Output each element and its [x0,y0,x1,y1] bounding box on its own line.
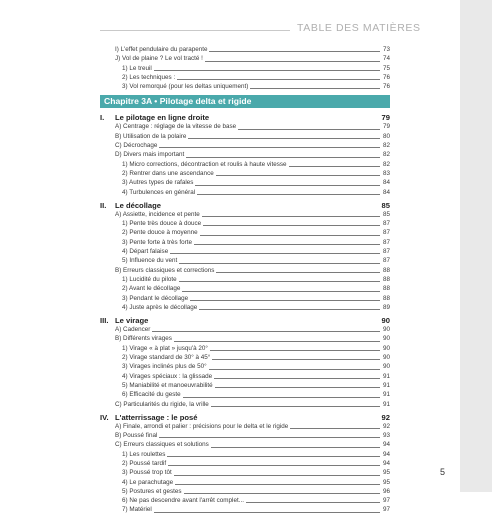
toc-entry[interactable] [100,381,390,390]
toc-entry-page: 91 [382,400,390,408]
toc-leader-line [186,157,380,158]
toc-entry[interactable] [100,344,390,353]
toc-entry-page: 96 [382,487,390,495]
toc-leader-line [183,397,380,398]
toc-entry-page: 73 [382,46,390,53]
toc-entry-page: 91 [382,381,390,389]
toc-leader-line [215,387,380,388]
toc-entry-title: C) Particularités du rigide, la vrille [115,400,209,408]
section-page: 90 [381,315,390,325]
toc-entry[interactable] [100,275,390,284]
toc-leader-line [154,512,380,513]
toc-entry-title: 5) Influence du vent [122,257,178,265]
toc-entry[interactable] [100,353,390,362]
toc-entry-page: 82 [382,160,390,168]
toc-entry-page: 85 [382,210,390,218]
toc-entry[interactable] [100,219,390,228]
toc-leader-line [174,475,380,476]
toc-leader-line [205,61,380,62]
toc-entry-page: 97 [382,497,390,505]
toc-entry-page: 87 [382,229,390,237]
toc-entry-page: 82 [382,142,390,150]
toc-entry-page: 76 [382,83,390,91]
toc-leader-line [197,194,380,195]
toc-entry[interactable] [100,459,390,468]
toc-entry-page: 90 [382,354,390,362]
toc-entry[interactable] [100,228,390,237]
toc-entry-page: 90 [382,344,390,352]
toc-entry-page: 88 [382,266,390,274]
toc-entry-page: 84 [382,179,390,187]
toc-entry-title: 3) Poussé trop tôt [122,469,172,477]
toc-entry-title: I) L'effet pendulaire du parapente [115,46,208,53]
chapter-banner[interactable]: Chapitre 3A • Pilotage delta et rigide [100,95,390,108]
toc-entry-page: 94 [382,450,390,458]
toc-entry-page: 89 [382,303,390,311]
toc-leader-line [202,216,380,217]
toc-entry[interactable] [100,478,390,487]
section-number: III. [100,315,109,325]
toc-entry[interactable] [100,440,390,449]
toc-entry[interactable] [100,400,390,409]
toc-entry[interactable] [100,294,390,303]
toc-entry-title: A) Cadencer [115,326,151,334]
toc-entry-title: 5) Postures et gestes [122,487,182,495]
toc-entry-title: A) Assiette, incidence et pente [115,210,200,218]
toc-leader-line [194,244,380,245]
toc-leader-line [159,437,380,438]
toc-entry-page: 95 [382,469,390,477]
section-title: Le pilotage en ligne droite [115,113,210,123]
toc-entry[interactable] [100,303,390,312]
section-page: 79 [381,113,390,123]
section-heading-label [100,113,211,122]
toc-entry-title: 7) Matériel [122,506,152,514]
toc-entry[interactable] [100,210,390,219]
toc-entry-page: 87 [382,220,390,228]
toc-entry[interactable] [100,468,390,477]
toc-entry[interactable] [100,188,390,197]
toc-entry-title: 6) Efficacité du geste [122,391,181,399]
toc-entry-title: D) Divers mais important [115,151,185,159]
toc-entry-title: A) Centrage : réglage de la vitesse de base [115,123,237,131]
toc-leader-line [238,129,380,130]
toc-leader-line [167,456,380,457]
toc-leader-line [152,331,380,332]
toc-entry-title: C) Décrochage [115,142,158,150]
toc-leader-line [212,359,380,360]
toc-leader-line [216,175,380,176]
toc-entry-title: B) Erreurs classiques et corrections [115,266,215,274]
toc-leader-line [209,369,380,370]
toc-entry-title: 5) Maniabilité et manoeuvrabilité [122,381,213,389]
toc-section-heading[interactable] [100,111,390,122]
toc-entry-title: 2) Virage standard de 30° à 45° [122,354,211,362]
toc-entry-page: 84 [382,188,390,196]
toc-entry[interactable] [100,178,390,187]
toc-entry-title: A) Finale, arrondi et palier : précisions pour le delta et le rigide [115,422,289,430]
toc-entry-title: B) Utilisation de la polaire [115,132,187,140]
toc-entry-page: 93 [382,432,390,440]
toc-entry[interactable] [100,73,390,82]
toc-leader-line [182,291,380,292]
toc-entry[interactable] [100,325,390,334]
toc-entry-page: 94 [382,441,390,449]
toc-entry-page: 87 [382,257,390,265]
toc-entry-page: 87 [382,248,390,256]
toc-leader-line [168,465,380,466]
toc-leader-line [250,88,380,89]
toc-entry-page: 82 [382,151,390,159]
toc-entry-title: 2) Les techniques : [122,73,176,81]
toc-entry-page: 92 [382,422,390,430]
toc-entry-title: 1) Les roulettes [122,450,166,458]
toc-entry-title: C) Erreurs classiques et solutions [115,441,209,449]
toc-entry-title: 3) Autres types de rafales [122,179,194,187]
toc-entry-page: 94 [382,459,390,467]
toc-entry-title: B) Poussé final [115,432,158,440]
section-page: 92 [381,412,390,422]
toc-entry-title: 1) Lucidité du pilote [122,275,177,283]
toc-leader-line [177,79,380,80]
toc-entry-title: 3) Pente forte à très forte [122,238,193,246]
toc-leader-line [211,406,380,407]
toc-leader-line [289,166,381,167]
toc-entry-title: 1) Micro corrections, décontraction et roulis à haute vitesse [122,160,287,168]
toc-entry-title: 6) Ne pas descendre avant l'arrêt complet... [122,497,244,505]
toc-entry-title: 4) Départ falaise [122,248,169,256]
toc-entry-title: 4) Turbulences en général [122,188,196,196]
toc-leader-line [159,147,380,148]
toc-entry-page: 88 [382,294,390,302]
toc-entry[interactable] [100,266,390,275]
section-title: L'atterrissage : le posé [115,412,198,422]
toc-entry-page: 83 [382,169,390,177]
toc-leader-line [190,300,380,301]
toc-entry-title: 3) Virages inclinés plus de 50° [122,363,207,371]
toc-entry[interactable] [100,256,390,265]
toc-leader-line [199,309,380,310]
toc-leader-line [170,253,380,254]
toc-entry-title: B) Différents virages [115,335,172,343]
toc-leader-line [210,350,380,351]
section-number: IV. [100,412,109,422]
toc-entry[interactable] [100,422,390,431]
section-heading-label [100,201,163,210]
toc-entry[interactable] [100,45,390,54]
toc-entry-title: 1) Virage « à plat » jusqu'à 20° [122,344,208,352]
toc-entry[interactable] [100,284,390,293]
page-number: 5 [440,467,446,477]
toc-entry[interactable] [100,160,390,169]
toc-entry[interactable] [100,450,390,459]
toc-entry-page: 76 [382,73,390,81]
toc-entry[interactable] [100,82,390,91]
toc-entry-page: 74 [382,55,390,63]
toc-entry-page: 97 [382,506,390,514]
toc-entry-page: 90 [382,326,390,334]
toc-entry[interactable] [100,362,390,371]
toc-entry-page: 91 [382,391,390,399]
toc-entry[interactable] [100,122,390,131]
toc-entry[interactable] [100,132,390,141]
toc-entry-page: 91 [382,372,390,380]
toc-entry-title: 2) Pente douce à moyenne [122,229,198,237]
toc-entry[interactable] [100,431,390,440]
toc-leader-line [209,51,380,52]
header-rule [100,30,290,31]
toc-entry[interactable] [100,64,390,73]
toc-entry-page: 95 [382,478,390,486]
toc-entry-title: 1) Pente très douce à douce [122,220,202,228]
toc-entry-page: 88 [382,275,390,283]
toc-entry-title: 3) Pendant le décollage [122,294,189,302]
toc-entry-page: 75 [382,64,390,72]
toc-entry[interactable] [100,141,390,150]
toc-leader-line [214,378,380,379]
toc-leader-line [195,185,380,186]
toc-entry-page: 80 [382,132,390,140]
toc-entry[interactable] [100,372,390,381]
toc-leader-line [174,341,380,342]
section-number: I. [100,113,105,123]
toc-section-heading[interactable] [100,314,390,325]
toc-section-heading[interactable] [100,411,390,422]
toc-leader-line [184,493,380,494]
section-title: Le décollage [115,200,162,210]
toc-leader-line [203,225,380,226]
toc-entry-title: 1) Le treuil [122,64,152,72]
side-margin-strip [460,0,492,492]
toc-entry[interactable] [100,334,390,343]
section-title: Le virage [115,315,149,325]
toc-entry[interactable] [100,54,390,63]
toc-entry[interactable] [100,505,390,514]
toc-entry-page: 90 [382,363,390,371]
toc-entry-title: 4) Juste après le décollage [122,303,198,311]
toc-leader-line [211,447,380,448]
toc-entry[interactable] [100,247,390,256]
toc-leader-line [175,484,380,485]
toc-entry-title: 3) Vol remorqué (pour les deltas uniquement) [122,83,249,91]
toc-leader-line [179,281,380,282]
toc-entry-page: 90 [382,335,390,343]
toc-leader-line [246,502,380,503]
toc-entry-page: 88 [382,285,390,293]
toc-entry[interactable] [100,390,390,399]
toc-leader-line [216,272,380,273]
toc-entry[interactable] [100,238,390,247]
toc-leader-line [179,263,380,264]
toc-entry-title: 2) Avant le décollage [122,285,181,293]
toc-entry[interactable] [100,496,390,505]
toc-entry-title: J) Vol de plaine ? Le vol tracté ! [115,55,203,63]
toc-leader-line [200,235,380,236]
toc-entry-title: 2) Rentrer dans une ascendance [122,169,214,177]
toc-entry-page: 87 [382,238,390,246]
toc-entry-title: 4) Virages spéciaux : la glissade [122,372,213,380]
table-of-contents [100,45,390,515]
section-number: II. [100,200,107,210]
section-heading-label [100,413,199,422]
page-header-title: TABLE DES MATIÈRES [297,22,421,34]
section-page: 85 [381,200,390,210]
section-heading-label [100,316,150,325]
toc-leader-line [290,428,380,429]
toc-entry[interactable] [100,150,390,159]
toc-entry-page: 79 [382,123,390,131]
toc-leader-line [154,70,380,71]
toc-entry-title: 2) Poussé tardif [122,459,167,467]
toc-entry[interactable] [100,169,390,178]
toc-leader-line [188,138,380,139]
toc-entry-title: 4) Le parachutage [122,478,174,486]
toc-section-heading[interactable] [100,199,390,210]
